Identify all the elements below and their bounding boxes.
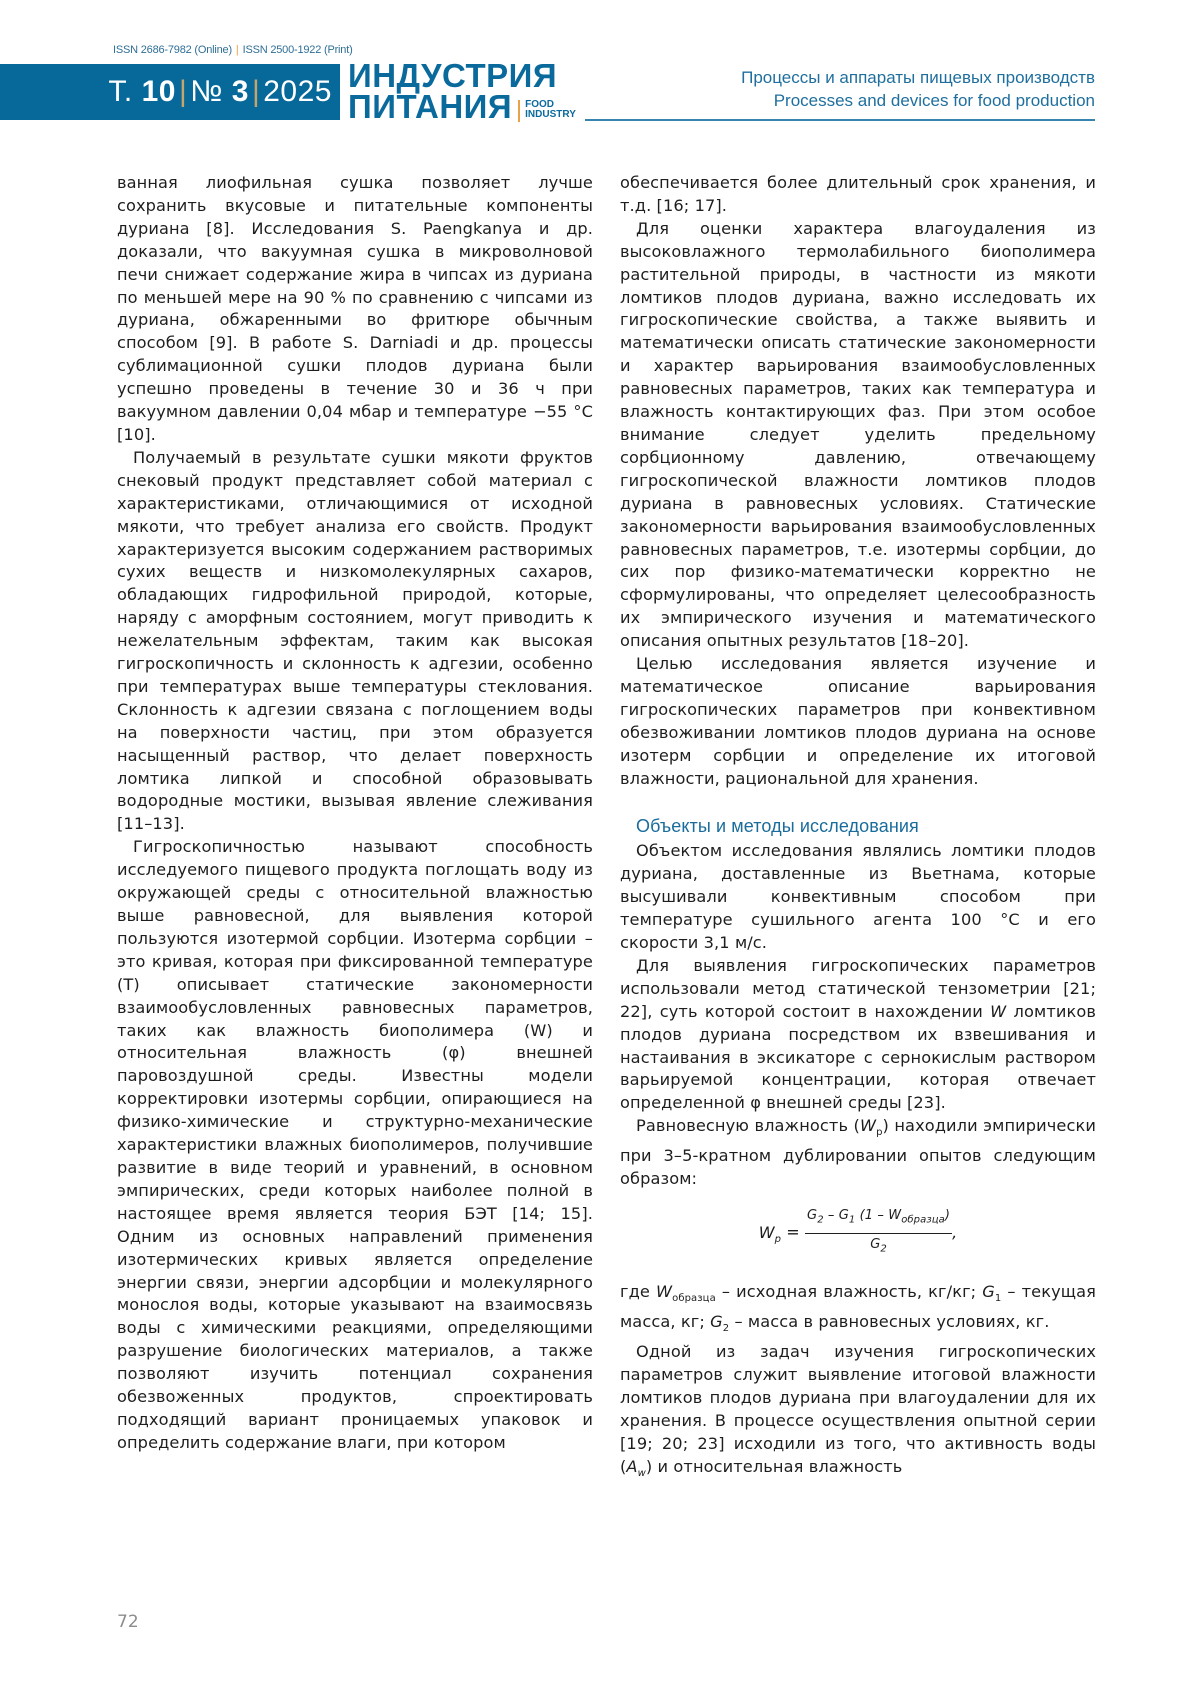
- formula-equals: =: [786, 1222, 800, 1242]
- issue-year: 2025: [263, 75, 332, 108]
- right-column: [620, 172, 1096, 1486]
- paragraph: Для выявления гигроскопических параметров использовали метод статической тензометрии [21; 22], суть которой состоит в нахождении W ломтиков плодов дуриана посредством их взвешивания и настаивания в эксикаторе с сернокислым раствором варьируемой концентрации, которая отвечает определенной φ внешней среды [23].: [620, 955, 1096, 1113]
- issn-separator: |: [235, 44, 239, 56]
- paragraph: Для оценки характера влагоудаления из высоковлажного термолабильного биополимера растительной природы, в частности из мякоти ломтиков плодов дуриана, важно исследовать их гигроскопические свойства, а также выявить и математически описать статические закономерности и характер варьирования взаимообусловленных равновесных параметров, таких как температура и влажность контактирующих фаз. При этом особое внимание следует уделить предельному сорбционному давлению, отвечающему гигроскопической влажности ломтиков плодов дуриана в равновесных условиях. Статические закономерности варьирования взаимообусловленных равновесных параметров, т.е. изотермы сорбции, до сих пор физико-математически корректно не сформулированы, что определяет целесообразность их эмпирического изучения и математического описания опытных результатов [18–20].: [620, 218, 1096, 651]
- paragraph: Одной из задач изучения гигроскопических параметров служит выявление итоговой влажности ломтиков плодов дуриана при влагоудалении для их хранения. В процессе осуществления опытной серии [19; 20; 23] исходили из того, что активность воды $(A_w)$ и относительная влажность: [620, 1342, 1096, 1480]
- issn-online: ISSN 2686-7982 (Online): [113, 44, 232, 56]
- paragraph: где $W_{образца}$ – исходная влажность, кг/кг; $G_1$ – текущая масса, кг; $G_2$ – масса в равновесных условиях, кг.: [620, 1282, 1096, 1335]
- issn-print: ISSN 2500-1922 (Print): [242, 44, 353, 56]
- issue-separator: |: [178, 75, 188, 108]
- paragraph: Объектом исследования являлись ломтики плодов дуриана, доставленные из Вьетнама, которые высушивали конвективным способом при температуре сушильного агента 100 °C и его скорости 3,1 м/с.: [620, 841, 1096, 952]
- journal-title-ru-line1: ИНДУСТРИЯ: [348, 57, 558, 94]
- formula-fraction: [805, 1205, 952, 1261]
- section-title-en: Processes and devices for food production: [773, 91, 1095, 110]
- paragraph: Равновесную влажность $(W_р)$ находили эмпирически при 3–5-кратном дублировании опытов следующим образом:: [620, 1116, 1096, 1189]
- journal-title-ru-line2: ПИТАНИЯ: [348, 88, 513, 125]
- issue-number: 3: [231, 75, 249, 108]
- volume-prefix: Т.: [108, 75, 133, 108]
- formula-lhs: $W_p$: [758, 1222, 782, 1245]
- page-number: 72: [117, 1612, 139, 1632]
- formula-numerator: $G_2 - G_1$ $(1 - W_{образца})$: [805, 1205, 952, 1234]
- issue-band: [0, 64, 340, 120]
- header-divider: [585, 119, 1095, 121]
- section-heading: Объекты и методы исследования: [636, 816, 919, 837]
- paragraph: Получаемый в результате сушки мякоти фруктов снековый продукт представляет собой материал с характеристиками, отличающимися от исходной мякоти, что требует анализа его свойств. Продукт характеризуется высоким содержанием растворимых сухих веществ и низкомолекулярных сахаров, обладающих гидрофильной природой, которые, наряду с аморфным состоянием, могут приводить к нежелательным эффектам, таким как высокая гигроскопичность и склонность к адгезии, особенно при температурах выше температуры стеклования. Склонность к адгезии связана с поглощением воды на поверхности частиц, при этом образуется насыщенный раствор, что делает поверхность ломтика липкой и способной образовывать водородные мостики, вызывая явление слеживания [11–13].: [117, 447, 593, 834]
- number-prefix: №: [190, 75, 223, 108]
- paragraph: Целью исследования является изучение и математическое описание варьирования гигроскопических параметров при конвективном обезвоживании ломтиков плодов дуриана на основе изотерм сорбции и определение их итоговой влажности, рациональной для хранения.: [620, 654, 1096, 788]
- journal-title-en: FOOD INDUSTRY: [518, 100, 576, 122]
- section-title: [741, 66, 1095, 112]
- paragraph: обеспечивается более длительный срок хранения, и т.д. [16; 17].: [620, 173, 1096, 215]
- issn-line: [113, 44, 353, 56]
- issue-info: [108, 70, 332, 114]
- left-column: [117, 172, 593, 1455]
- issue-separator: |: [251, 75, 261, 108]
- volume-number: 10: [141, 75, 176, 108]
- journal-logo: [348, 57, 576, 125]
- formula-denominator: $G_2$: [870, 1236, 887, 1255]
- equation-equilibrium-moisture: $W_p$ = $\frac{G_2 - G_1 (1 - W_{образца})}{G_2}$ ,: [620, 1205, 1096, 1261]
- section-title-ru: Процессы и аппараты пищевых производств: [741, 68, 1095, 87]
- paragraph: Гигроскопичностью называют способность исследуемого пищевого продукта поглощать воду из окружающей среды с относительной влажностью выше равновесной, для выявления которой пользуются изотермой сорбции. Изотерма сорбции – это кривая, которая при фиксированной температуре (T) описывает статические закономерности взаимообусловленных равновесных параметров, таких как влажность биополимера (W) и относительная влажность (φ) внешней паровоздушной среды. Известны модели корректировки изотермы сорбции, опирающиеся на физико-химические и структурно-механические характеристики влажных биополимеров, получившие развитие в виде теорий и уравнений, в основном эмпирических, среди которых наиболее полной в настоящее время является теория БЭТ [14; 15]. Одним из основных направлений применения изотермических кривых является определение энергии связи, энергии адсорбции и молекулярного монослоя воды, которые указывают на взаимосвязь воды с химическими реакциями, определяющими разрушение биологических материалов, а также позволяют изучить потенциал сохранения обезвоженных продуктов, спроектировать подходящий вариант проницаемых упаковок и определить содержание влаги, при котором: [117, 837, 593, 1452]
- paragraph: ванная лиофильная сушка позволяет лучше сохранить вкусовые и питательные компоненты дуриана [8]. Исследования S. Paengkanya и др. доказали, что вакуумная сушка в микроволновой печи снижает содержание жира в чипсах из дуриана по меньшей мере на 90 % по сравнению с чипсами из дуриана, обжаренными во фритюре обычным способом [9]. В работе S. Darniadi и др. процессы сублимационной сушки плодов дуриана были успешно проведены в течение 30 и 36 ч при вакуумном давлении 0,04 мбар и температуре −55 °C [10].: [117, 173, 593, 444]
